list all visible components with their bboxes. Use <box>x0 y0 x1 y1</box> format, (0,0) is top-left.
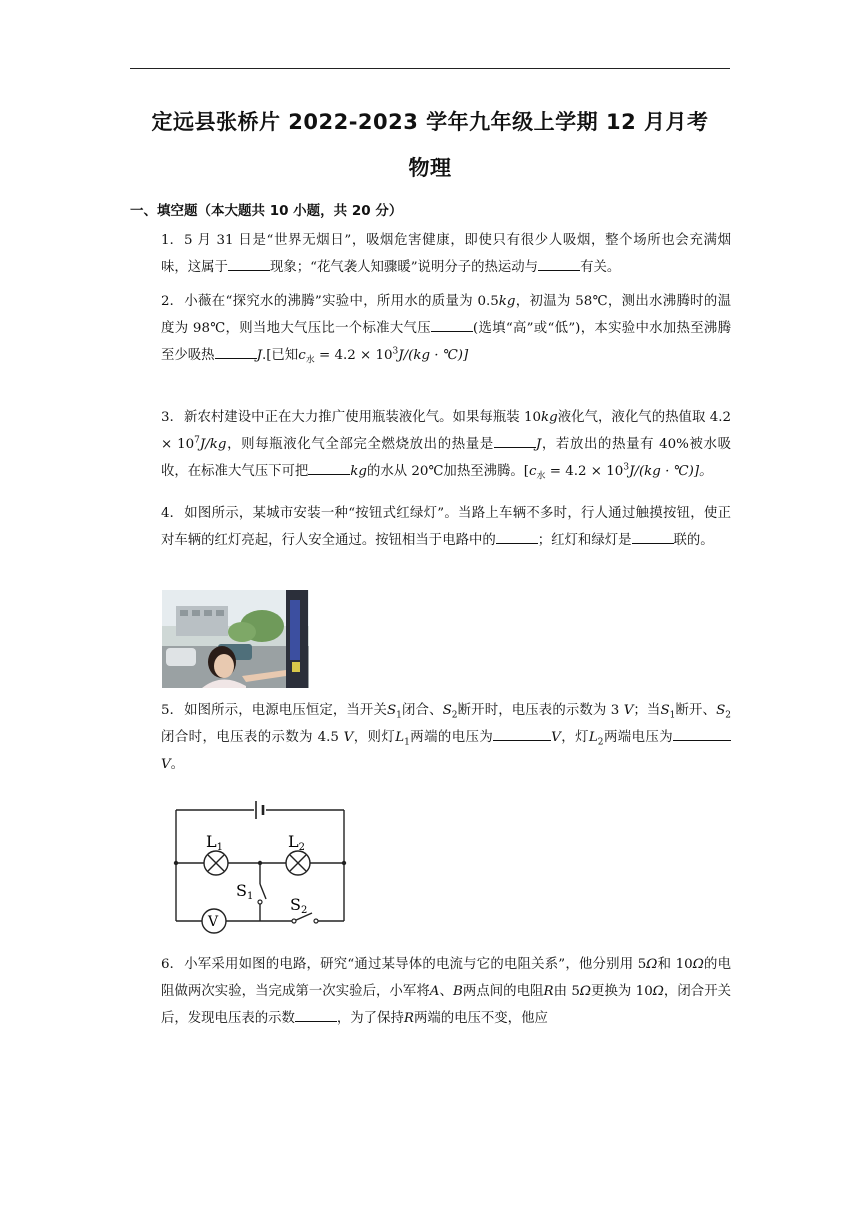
subscript: 2 <box>451 710 458 721</box>
question-text: = 4.2 × 10 <box>314 348 393 363</box>
question-text: 。 <box>170 757 185 772</box>
answer-blank[interactable] <box>215 344 257 359</box>
answer-blank[interactable] <box>496 529 538 544</box>
question-6 <box>161 951 731 1032</box>
question-5 <box>161 697 731 778</box>
question-text: 的电阻做两次实验，当完成第一次实验后，小军将 <box>161 957 732 999</box>
switch-1-label: S1 <box>236 881 254 902</box>
superscript: 3 <box>392 346 399 357</box>
superscript: 3 <box>623 462 630 473</box>
question-3 <box>161 404 731 485</box>
question-number: 6. <box>161 957 174 972</box>
unit-v: V <box>343 730 354 745</box>
question-text: 新农村建设中正在大力推广使用瓶装液化气。如果每瓶装 10 <box>184 410 541 425</box>
subscript: 1 <box>669 710 676 721</box>
question-text: 断开、 <box>675 703 717 718</box>
question-text: ；红灯和绿灯是 <box>537 533 632 548</box>
question-text: 小军采用如图的电路，研究“通过某导体的电流与它的电阻关系”，他分别用 5 <box>184 957 647 972</box>
unit-text: J/kg <box>199 437 227 452</box>
symbol-s: S <box>386 703 397 718</box>
question-text: ；当 <box>633 703 661 718</box>
unit-j: J <box>256 348 262 363</box>
subscript: 2 <box>725 710 731 721</box>
question-text: 小薇在“探究水的沸腾”实验中，所用水的质量为 0.5 <box>184 294 499 309</box>
question-text: .[已知 <box>261 348 299 363</box>
symbol-s: S <box>660 703 670 718</box>
symbol-c: c <box>529 464 537 479</box>
answer-blank[interactable] <box>295 1007 337 1022</box>
question-text: = 4.2 × 10 <box>545 464 624 479</box>
symbol-c: c <box>298 348 306 363</box>
question-number: 3. <box>161 410 174 425</box>
question-text: 联的。 <box>673 533 714 548</box>
unit-v: V <box>161 757 171 772</box>
question-text: ，则每瓶液化气全部完全燃烧放出的热量是 <box>226 437 494 452</box>
question-number: 4. <box>161 506 174 521</box>
subscript: 2 <box>597 737 604 748</box>
symbol-s: S <box>716 703 726 718</box>
page-title: 定远县张桥片 2022-2023 学年九年级上学期 12 月月考 <box>151 110 709 134</box>
question-text: 现象；“花气袭人知骤暖”说明分子的热运动与 <box>269 260 539 275</box>
subscript-water: 水 <box>536 471 546 482</box>
question-number: 2. <box>161 294 174 309</box>
question-text: 如图所示，某城市安装一种“按钮式红绿灯”。当路上车辆不多时，行人通过触摸按钮，使正对车辆的红灯亮起，行人安全通过。按钮相当于电路中的 <box>161 506 731 548</box>
question-text: 5 月 31 日是“世界无烟日”，吸烟危害健康，即使只有很少人吸烟，整个场所也会充满烟味，这属于 <box>161 233 731 275</box>
answer-blank[interactable] <box>493 726 551 741</box>
question-number: 5. <box>161 703 174 718</box>
question-text: 由 5 <box>553 984 580 999</box>
question-text: ，若放出的热量有 40%被水吸收，在标准大气压下可把 <box>161 437 731 479</box>
question-text: ，则灯 <box>353 730 396 745</box>
point-a: A <box>429 984 440 999</box>
header-rule <box>130 68 730 69</box>
question-4 <box>161 500 731 554</box>
lamp-1-label: L1 <box>206 832 223 853</box>
unit-text: J/(kg · ℃)] <box>398 348 469 363</box>
unit-kg: kg <box>350 464 367 479</box>
switch-2-label: S2 <box>290 895 308 916</box>
unit-v: V <box>551 730 561 745</box>
question-text: ，闭合开关后，发现电压表的示数 <box>161 984 732 1026</box>
answer-blank[interactable] <box>431 317 473 332</box>
point-b: B <box>452 984 463 999</box>
section-heading: 一、填空题（本大题共 10 小题，共 20 分） <box>130 203 403 219</box>
question-text: 断开时，电压表的示数为 3 <box>457 703 624 718</box>
traffic-button-photo <box>162 590 309 688</box>
unit-kg: kg <box>498 294 516 309</box>
subscript: 1 <box>396 710 402 721</box>
unit-ohm: Ω <box>579 984 591 999</box>
question-text: 、 <box>439 984 453 999</box>
unit-j: J <box>535 437 542 452</box>
unit-text: J/(kg · ℃)]。 <box>629 464 713 479</box>
unit-ohm: Ω <box>692 957 704 972</box>
answer-blank[interactable] <box>673 726 731 741</box>
subscript: 1 <box>404 737 410 748</box>
unit-kg: kg <box>541 410 558 425</box>
unit-v: V <box>623 703 634 718</box>
question-text: 闭合、 <box>401 703 443 718</box>
symbol-l: L <box>588 730 598 745</box>
question-text: ，为了保持 <box>336 1011 404 1026</box>
unit-ohm: Ω <box>646 957 658 972</box>
subscript-water: 水 <box>305 355 315 366</box>
answer-blank[interactable] <box>228 256 270 271</box>
symbol-l: L <box>395 730 405 745</box>
question-text: ，初温为 58℃，测出水沸腾时的温度为 98℃，则当地大气压比一个标准大气压 <box>161 294 731 336</box>
question-text: 液化气，液化气的热值取 4.2 × 10 <box>161 410 731 452</box>
lamp-2-label: L2 <box>288 832 305 853</box>
superscript: 7 <box>194 435 200 446</box>
question-text: 两端的电压为 <box>409 730 494 745</box>
question-text: 和 10 <box>657 957 693 972</box>
question-text: 更换为 10 <box>591 984 653 999</box>
circuit-diagram <box>170 796 350 936</box>
question-text: 两端的电压不变，他应 <box>413 1011 548 1026</box>
answer-blank[interactable] <box>494 433 536 448</box>
answer-blank[interactable] <box>538 256 580 271</box>
question-1 <box>161 227 731 281</box>
voltmeter-label: V <box>208 914 219 930</box>
page-subtitle: 物理 <box>408 156 452 180</box>
answer-blank[interactable] <box>308 460 350 475</box>
question-text: ，灯 <box>560 730 589 745</box>
question-text: 如图所示，电源电压恒定，当开关 <box>184 703 387 718</box>
question-number: 1. <box>161 233 174 248</box>
question-text: 两点间的电阻 <box>462 984 544 999</box>
symbol-r: R <box>403 1011 414 1026</box>
question-2 <box>161 288 731 369</box>
question-text: 有关。 <box>580 260 621 275</box>
question-text: 两端电压为 <box>603 730 674 745</box>
unit-ohm: Ω <box>652 984 664 999</box>
answer-blank[interactable] <box>632 529 674 544</box>
question-text: 闭合时，电压表的示数为 4.5 <box>161 730 344 745</box>
symbol-s: S <box>442 703 452 718</box>
symbol-r: R <box>543 984 554 999</box>
question-text: (选填“高”或“低”)，本实验中水加热至沸腾至少吸热 <box>161 321 731 363</box>
question-text: 的水从 20℃加热至沸腾。[ <box>366 464 529 479</box>
